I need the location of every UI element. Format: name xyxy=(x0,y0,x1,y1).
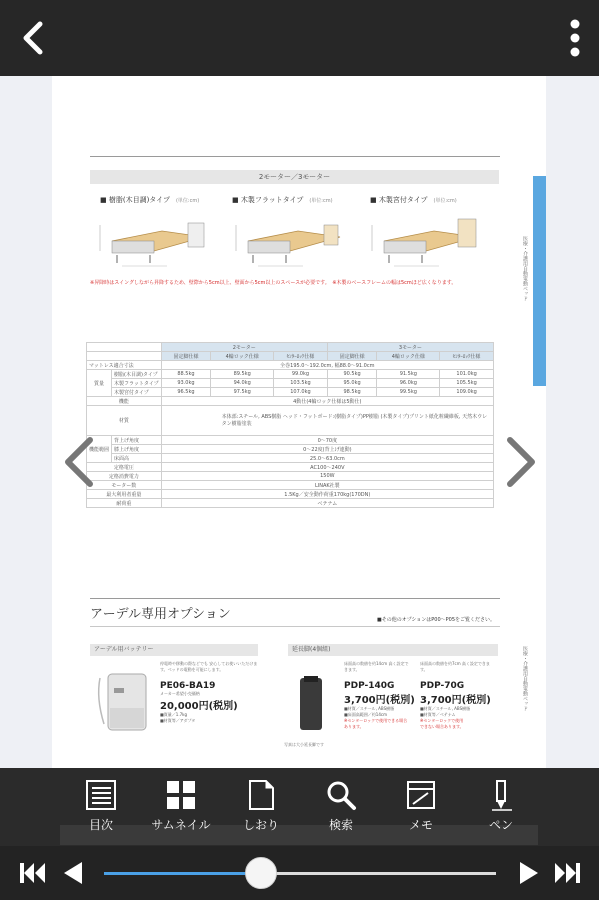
toc-label: 目次 xyxy=(88,818,113,832)
table-row: 膝上げ角度 0〜22度(背上げ連動) xyxy=(87,445,494,454)
bed-diagram-image xyxy=(364,211,482,269)
memo-icon xyxy=(404,778,438,812)
options-note: ■その他のオプションはP00〜P05をご覧ください。 xyxy=(377,617,496,623)
options-title: アーデル専用オプション xyxy=(90,607,231,622)
table-header-cell: 2モーター xyxy=(161,343,327,352)
table-of-contents-icon xyxy=(84,778,118,812)
table-header-cell: 固定脚仕様 xyxy=(161,352,211,361)
document-viewer[interactable] xyxy=(0,76,599,768)
pen-label: ペン xyxy=(488,818,513,832)
divider xyxy=(90,156,500,157)
pen-button[interactable] xyxy=(466,778,536,840)
table-header-row xyxy=(87,352,494,361)
top-bar xyxy=(0,0,599,76)
page-slider-fill xyxy=(104,872,261,875)
red-caution-note: ※昇降時はスイングしながら昇降するため、壁際から5cm以上、壁面から5cm以上のスペースが必要です。 ※木製のベースフレームの幅は5cmほど広くなります。 xyxy=(90,280,457,286)
memo-button[interactable] xyxy=(386,778,456,840)
first-page-button-icon[interactable] xyxy=(18,859,48,887)
table-row: 木製宮付タイプ 96.5kg 97.5kg 107.0kg 98.5kg 99.5kg 109.0kg xyxy=(87,388,494,397)
pen-icon xyxy=(484,778,518,812)
bookmark-button[interactable] xyxy=(226,778,296,840)
section-header: 2モーター／3モーター xyxy=(90,170,499,184)
memo-label: メモ xyxy=(408,818,433,832)
toc-button[interactable] xyxy=(66,778,136,840)
search-button[interactable] xyxy=(306,778,376,840)
bed-diagram-image xyxy=(228,211,346,269)
bed-diagram-image xyxy=(92,211,210,269)
next-page-arrow-icon[interactable] xyxy=(502,434,542,490)
category-battery: アーデル用バッテリー xyxy=(90,644,258,656)
table-row: 機能 4動仕(4輪ロック仕様は5動仕) xyxy=(87,397,494,406)
table-header-cell: ｾﾝﾀｰﾛｯｸ仕様 xyxy=(440,352,494,361)
table-row: 材質 本体部:スチール, ABS樹脂 ヘッド・フットボード:(樹脂タイプ)PP樹脂 (木製タイプ)プリント紙化粧繊維板, 天然木ウレタン樹脂塗装 xyxy=(87,406,494,436)
side-label: 医療・介護用自動電動ベッド xyxy=(522,236,528,301)
search-label: 検索 xyxy=(328,818,353,832)
thumbnail-grid-icon xyxy=(164,778,198,812)
table-header-cell: 固定脚仕様 xyxy=(327,352,377,361)
document-page: 2モーター／3モーター ■ 樹脂(木目調)タイプ (単位:cm) ■ 木製フラットタイプ (単位:cm) ■ 木製宮付タイプ (単位:cm) ※昇降時はスイングしながら昇降するため、壁際から5cm以上、壁面から5cm以上のスペースが必要です。 ※木製のベースフレームの幅は5cmほど広くなります。 2モーター 3モーター 固定脚仕様 4輪ロック仕様 ｾﾝﾀｰﾛｯｸ仕様 固定脚仕様 4輪ロック仕様 ｾﾝﾀｰﾛｯｸ仕様 マットレス適合寸法 全巻195.0〜192.0cm, 幅88.0〜91.0cm 質量 樹脂(木目調)タイプ 88.5kg 89.5kg 99.0kg 90.5kg 91.5kg 101.0kg 木製フラットタイプ 93.0kg 94.0kg 103.5kg 95.0kg 96.0kg 105.5kg 木製宮付タイプ 96.5kg 97.5kg 107.0kg 98.5kg 99.5kg 109.0kg 機能 4動仕(4輪ロック仕様は5動仕) 材質 本体部:スチール, ABS樹脂 ヘッド・フットボード:(樹脂タイプ)PP樹脂 (木製タイプ)プリント紙化粧繊維板, 天然木ウレタン樹脂塗装 機能範囲 背上げ角度 0〜70度 膝上げ角度 0〜22度(背上げ連動) 床面高 25.0〜63.0cm 定格電圧 AC100〜240V 定格消費電力 150W モーター数 LINAK社製 最大利用者重量 1.5Kg／安全動作荷重170kg(170DN) 耐荷重 ベテナム アーデル専用オプション ■その他のオプションはP00〜P05をご覧ください。 アーデル用バッテリー 延長脚(4個組) 停電時や移動の際などでも 安心してお使いいただけます。ベッドの電動を可能にします。 PE06-BA19 メーカー希望小売価格 20,000円(税別) ■質量／1.7kg ■材質等／アダプタ 写真は大小延長脚です 床面高の数値を約14cm 高く設定できます。 PDP-140G 3,700円(税別) ■材質／スチール, ABS樹脂 ■床面高範囲／約14cm ※センターロックで使用できる場合 あります。 床面高の数値を約7cm 高く設定できます。 PDP-70G 3,700円(税別) ■材質／スチール, ABS樹脂 ■材質等／ベテナム ※センターロックで使用 できない場合あります。 xyxy=(52,76,546,768)
table-header-cell: 3モーター xyxy=(327,343,493,352)
more-vertical-icon[interactable] xyxy=(561,14,589,62)
extension-leg-image xyxy=(292,674,332,738)
thumbnail-button[interactable] xyxy=(146,778,216,840)
previous-page-arrow-icon[interactable] xyxy=(58,434,98,490)
battery-product-image xyxy=(92,664,152,738)
bed-type-title-2: ■ 木製フラットタイプ (単位:cm) xyxy=(232,196,333,204)
next-page-button-icon[interactable] xyxy=(514,859,544,887)
bed-type-title-3: ■ 木製宮付タイプ (単位:cm) xyxy=(370,196,457,204)
table-row: 木製フラットタイプ 93.0kg 94.0kg 103.5kg 95.0kg 96.0kg 105.5kg xyxy=(87,379,494,388)
bookmark-icon xyxy=(244,778,278,812)
table-row: マットレス適合寸法 全巻195.0〜192.0cm, 幅88.0〜91.0cm xyxy=(87,361,494,370)
bookmark-label: しおり xyxy=(242,818,279,832)
spec-table xyxy=(86,342,494,508)
table-row: 定格電圧 AC100〜240V xyxy=(87,463,494,472)
table-row: 床面高 25.0〜63.0cm xyxy=(87,454,494,463)
table-header-cell: 4輪ロック仕様 xyxy=(211,352,274,361)
side-index-tab xyxy=(533,176,546,386)
category-extension-legs: 延長脚(4個組) xyxy=(288,644,498,656)
table-header-row xyxy=(87,343,494,352)
previous-page-button-icon[interactable] xyxy=(58,859,88,887)
back-chevron-icon[interactable] xyxy=(14,18,54,58)
extension-leg-product: PDP-140G 3,700円(税別) ■材質／スチール, ABS樹脂 ■床面高範囲／約14cm ※センターロックで使用できる場合 あります。 xyxy=(344,681,415,729)
battery-product: PE06-BA19 メーカー希望小売価格 20,000円(税別) ■質量／1.7kg ■材質等／アダプタ xyxy=(160,681,238,723)
page-slider-thumb[interactable] xyxy=(245,857,277,889)
table-header-cell: 4輪ロック仕様 xyxy=(377,352,440,361)
search-icon xyxy=(324,778,358,812)
table-row: 機能範囲 背上げ角度 0〜70度 xyxy=(87,436,494,445)
divider xyxy=(90,598,500,599)
extension-leg-product: PDP-70G 3,700円(税別) ■材質／スチール, ABS樹脂 ■材質等／ベテナム ※センターロックで使用 できない場合あります。 xyxy=(420,681,491,729)
divider xyxy=(90,626,500,627)
thumbnail-label: サムネイル xyxy=(151,818,211,832)
table-row: 耐荷重 ベテナム xyxy=(87,499,494,508)
tool-bar xyxy=(0,768,599,846)
table-row: 定格消費電力 150W xyxy=(87,472,494,481)
table-row: モーター数 LINAK社製 xyxy=(87,481,494,490)
table-row: 質量 樹脂(木目調)タイプ 88.5kg 89.5kg 99.0kg 90.5kg 91.5kg 101.0kg xyxy=(87,370,494,379)
table-row: 最大利用者重量 1.5Kg／安全動作荷重170kg(170DN) xyxy=(87,490,494,499)
last-page-button-icon[interactable] xyxy=(552,859,582,887)
side-label: 医療・介護用自動電動ベッド xyxy=(522,646,528,711)
bed-type-title-1: ■ 樹脂(木目調)タイプ (単位:cm) xyxy=(100,196,200,204)
table-header-cell: ｾﾝﾀｰﾛｯｸ仕様 xyxy=(274,352,328,361)
